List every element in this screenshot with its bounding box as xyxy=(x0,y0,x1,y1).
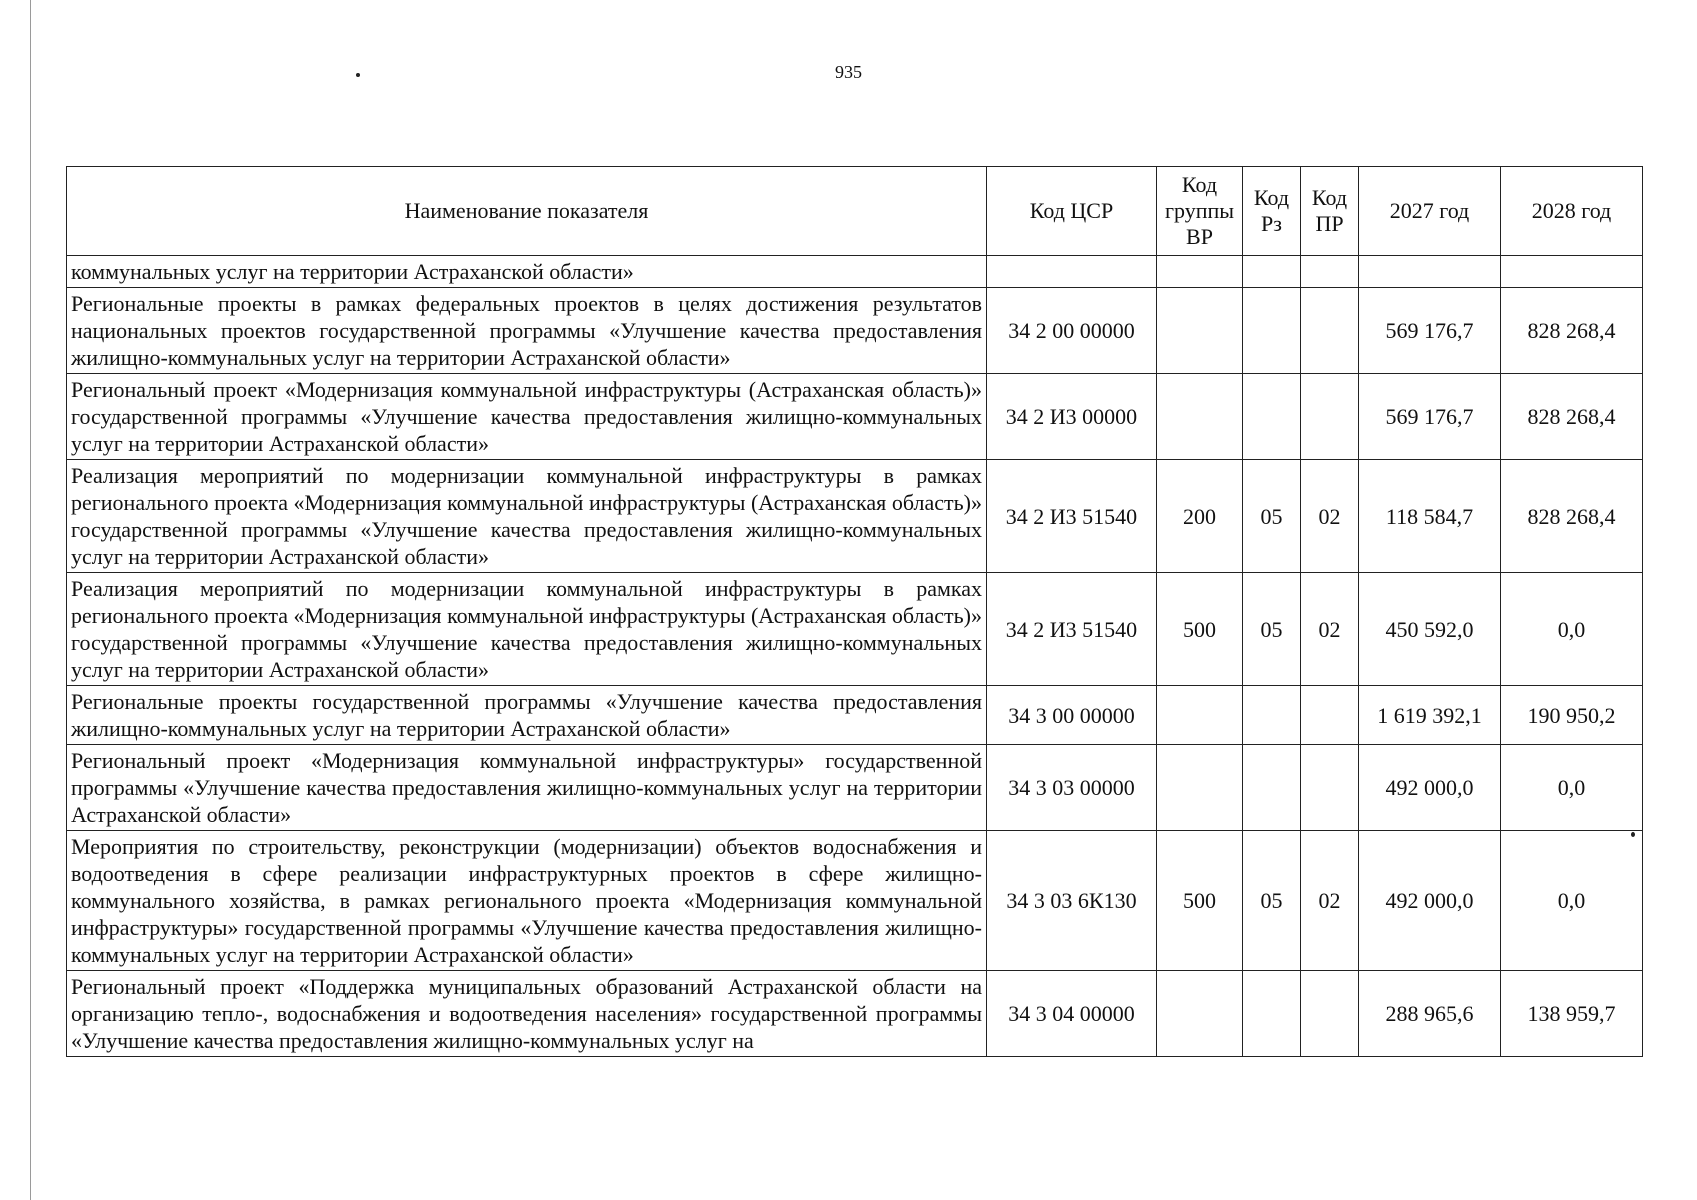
row-csr: 34 2 00 00000 xyxy=(987,288,1157,374)
row-vr xyxy=(1157,686,1243,745)
header-name: Наименование показателя xyxy=(67,167,987,256)
row-csr xyxy=(987,256,1157,288)
row-rz: 05 xyxy=(1243,831,1301,971)
table-row xyxy=(67,460,1643,573)
row-csr: 34 3 00 00000 xyxy=(987,686,1157,745)
row-2028 xyxy=(1501,256,1643,288)
row-2027: 569 176,7 xyxy=(1359,288,1501,374)
row-2027: 288 965,6 xyxy=(1359,971,1501,1057)
row-rz xyxy=(1243,288,1301,374)
header-csr: Код ЦСР xyxy=(987,167,1157,256)
table-row xyxy=(67,686,1643,745)
row-vr xyxy=(1157,745,1243,831)
header-vr: Код группы ВР xyxy=(1157,167,1243,256)
row-2028: 0,0 xyxy=(1501,745,1643,831)
row-name: Реализация мероприятий по модернизации коммунальной инфраструктуры в рамках регионального проекта «Модернизация коммунальной инфраструктуры (Астраханская область)» государственной программы «Улучшение качества предоставления жилищно-коммунальных услуг на территории Астраханской области» xyxy=(67,573,987,686)
row-rz xyxy=(1243,256,1301,288)
row-name: Мероприятия по строительству, реконструкции (модернизации) объектов водоснабжения и водоотведения в сфере реализации инфраструктурных проектов в сфере жилищно-коммунального хозяйства, в рамках регионального проекта «Модернизация коммунальной инфраструктуры» государственной программы «Улучшение качества предоставления жилищно-коммунальных услуг на территории Астраханской области» xyxy=(67,831,987,971)
page-number: 935 xyxy=(835,62,862,82)
row-pr xyxy=(1301,256,1359,288)
row-2027: 492 000,0 xyxy=(1359,745,1501,831)
row-rz xyxy=(1243,971,1301,1057)
row-2027: 118 584,7 xyxy=(1359,460,1501,573)
header-pr: Код ПР xyxy=(1301,167,1359,256)
row-vr xyxy=(1157,971,1243,1057)
row-pr: 02 xyxy=(1301,460,1359,573)
table-row xyxy=(67,288,1643,374)
row-pr xyxy=(1301,971,1359,1057)
row-name: Региональный проект «Поддержка муниципальных образований Астраханской области на организацию тепло-, водоснабжения и водоотведения населения» государственной программы «Улучшение качества предоставления жилищно-коммунальных услуг на xyxy=(67,971,987,1057)
header-2028: 2028 год xyxy=(1501,167,1643,256)
row-name: Региональные проекты государственной программы «Улучшение качества предоставления жилищно-коммунальных услуг на территории Астраханской области» xyxy=(67,686,987,745)
row-vr: 500 xyxy=(1157,573,1243,686)
row-vr xyxy=(1157,288,1243,374)
row-rz xyxy=(1243,686,1301,745)
row-rz xyxy=(1243,374,1301,460)
row-pr xyxy=(1301,745,1359,831)
row-name: Региональные проекты в рамках федеральных проектов в целях достижения результатов национальных проектов государственной программы «Улучшение качества предоставления жилищно-коммунальных услуг на территории Астраханской области» xyxy=(67,288,987,374)
row-2027: 450 592,0 xyxy=(1359,573,1501,686)
table-row xyxy=(67,831,1643,971)
row-rz: 05 xyxy=(1243,573,1301,686)
budget-table xyxy=(66,166,1643,1057)
row-csr: 34 3 03 00000 xyxy=(987,745,1157,831)
row-2028: 828 268,4 xyxy=(1501,460,1643,573)
row-2028: 190 950,2 xyxy=(1501,686,1643,745)
table-row xyxy=(67,374,1643,460)
row-2028: 828 268,4 xyxy=(1501,374,1643,460)
table-row xyxy=(67,745,1643,831)
row-csr: 34 3 04 00000 xyxy=(987,971,1157,1057)
row-pr: 02 xyxy=(1301,573,1359,686)
row-name: Региональный проект «Модернизация коммунальной инфраструктуры (Астраханская область)» государственной программы «Улучшение качества предоставления жилищно-коммунальных услуг на территории Астраханской области» xyxy=(67,374,987,460)
table-row xyxy=(67,256,1643,288)
row-vr xyxy=(1157,256,1243,288)
header-2027: 2027 год xyxy=(1359,167,1501,256)
row-vr xyxy=(1157,374,1243,460)
row-2027: 569 176,7 xyxy=(1359,374,1501,460)
row-2028: 0,0 xyxy=(1501,831,1643,971)
header-row xyxy=(67,167,1643,256)
row-2027: 492 000,0 xyxy=(1359,831,1501,971)
row-name: Реализация мероприятий по модернизации коммунальной инфраструктуры в рамках регионального проекта «Модернизация коммунальной инфраструктуры (Астраханская область)» государственной программы «Улучшение качества предоставления жилищно-коммунальных услуг на территории Астраханской области» xyxy=(67,460,987,573)
row-csr: 34 3 03 6К130 xyxy=(987,831,1157,971)
row-vr: 500 xyxy=(1157,831,1243,971)
row-pr: 02 xyxy=(1301,831,1359,971)
row-csr: 34 2 И3 51540 xyxy=(987,573,1157,686)
table-body xyxy=(67,256,1643,1057)
row-2028: 138 959,7 xyxy=(1501,971,1643,1057)
row-rz xyxy=(1243,745,1301,831)
row-name: коммунальных услуг на территории Астраханской области» xyxy=(67,256,987,288)
row-pr xyxy=(1301,288,1359,374)
left-margin-line xyxy=(30,0,31,1200)
row-name: Региональный проект «Модернизация коммунальной инфраструктуры» государственной программы «Улучшение качества предоставления жилищно-коммунальных услуг на территории Астраханской области» xyxy=(67,745,987,831)
table-row xyxy=(67,971,1643,1057)
row-vr: 200 xyxy=(1157,460,1243,573)
row-pr xyxy=(1301,686,1359,745)
row-2027 xyxy=(1359,256,1501,288)
row-rz: 05 xyxy=(1243,460,1301,573)
row-pr xyxy=(1301,374,1359,460)
row-csr: 34 2 И3 00000 xyxy=(987,374,1157,460)
row-2028: 828 268,4 xyxy=(1501,288,1643,374)
table-row xyxy=(67,573,1643,686)
header-rz: Код Рз xyxy=(1243,167,1301,256)
row-csr: 34 2 И3 51540 xyxy=(987,460,1157,573)
row-2027: 1 619 392,1 xyxy=(1359,686,1501,745)
row-2028: 0,0 xyxy=(1501,573,1643,686)
